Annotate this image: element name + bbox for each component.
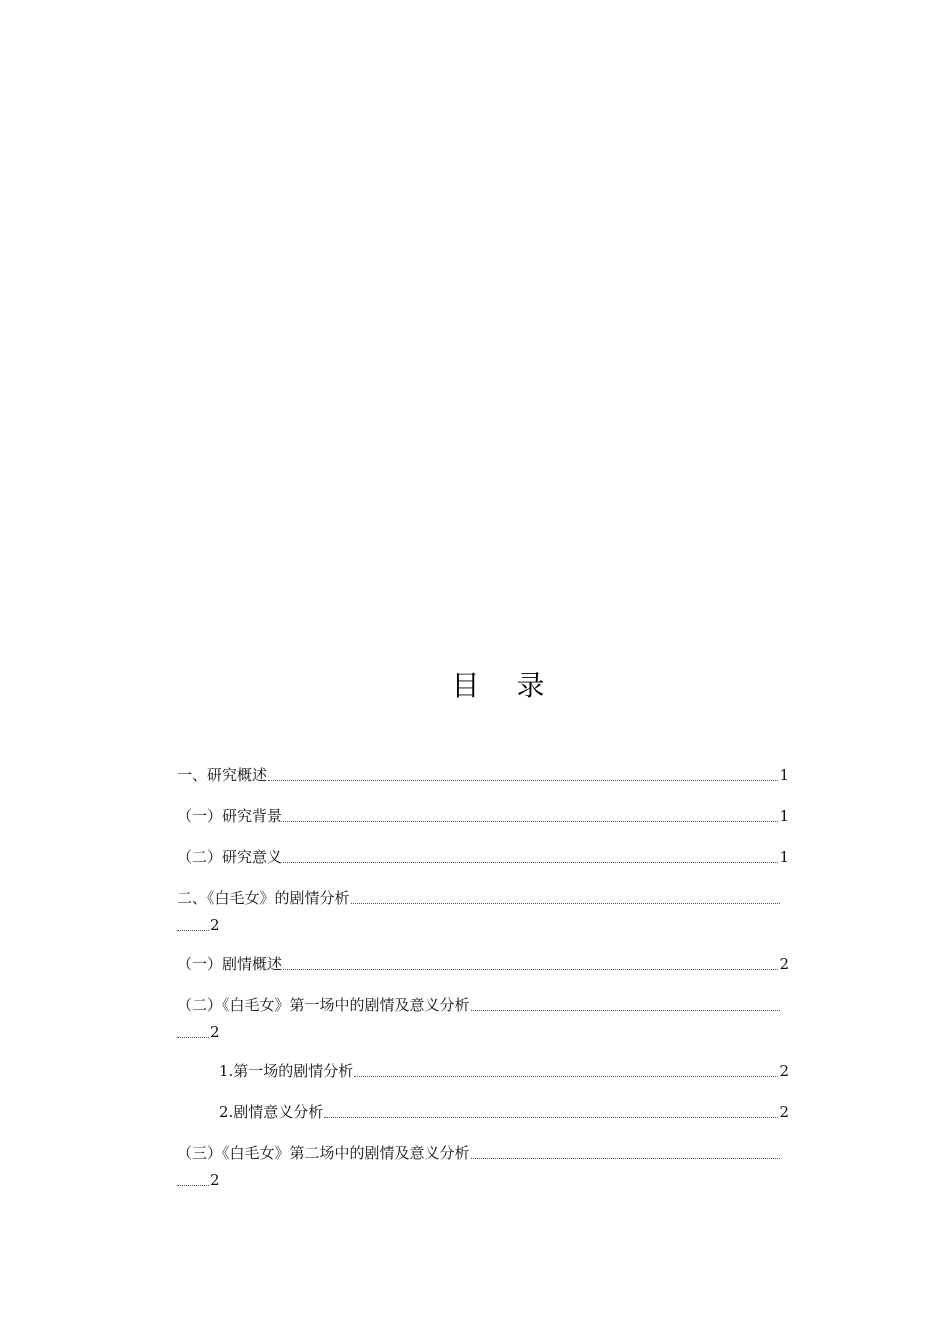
dot-leader — [351, 902, 780, 904]
toc-entry[interactable] — [177, 805, 789, 827]
dot-leader — [268, 779, 778, 781]
toc-entry-label: （一）研究背景 — [177, 807, 283, 825]
toc-entry-label: 1.第一场的剧情分析 — [219, 1062, 354, 1080]
dot-leader — [471, 1009, 780, 1011]
toc-entry-label: 一、研究概述 — [177, 766, 268, 784]
toc-entry[interactable] — [177, 1142, 789, 1189]
toc-entry[interactable] — [177, 887, 789, 934]
toc-entry-page: 1 — [779, 848, 789, 866]
toc-entry-label: （一）剧情概述 — [177, 955, 283, 973]
dot-leader — [283, 968, 778, 970]
dot-leader — [471, 1157, 780, 1159]
toc-entry-page: 2 — [779, 1062, 789, 1080]
toc-entry-page: 2 — [779, 1103, 789, 1121]
toc-entry-label: 2.剧情意义分析 — [219, 1103, 324, 1121]
dot-leader — [354, 1075, 778, 1077]
toc-entry[interactable] — [177, 953, 789, 975]
toc-entry-page: 2 — [210, 1023, 220, 1041]
toc-entry-page: 2 — [779, 955, 789, 973]
dot-leader — [324, 1116, 778, 1118]
dot-leader — [177, 1184, 209, 1186]
toc-entry-label: 二、《白毛女》的剧情分析 — [177, 889, 350, 907]
dot-leader — [177, 1036, 209, 1038]
toc-entry[interactable] — [219, 1101, 789, 1123]
toc-title: 目 录 — [451, 669, 559, 702]
toc-entry-label: （二）研究意义 — [177, 848, 283, 866]
toc-entry-page: 1 — [779, 766, 789, 784]
dot-leader — [283, 820, 778, 822]
dot-leader — [177, 929, 209, 931]
toc-entry-label: （三）《白毛女》第二场中的剧情及意义分析 — [177, 1144, 470, 1162]
dot-leader — [283, 861, 778, 863]
toc-entry-page: 2 — [210, 916, 220, 934]
toc-entry[interactable] — [177, 994, 789, 1041]
toc-entry-page: 2 — [210, 1171, 220, 1189]
toc-entry-page: 1 — [779, 807, 789, 825]
toc-entry[interactable] — [177, 846, 789, 868]
toc-entry[interactable] — [219, 1060, 789, 1082]
toc-entry[interactable] — [177, 764, 789, 786]
toc-entry-label: （二）《白毛女》第一场中的剧情及意义分析 — [177, 996, 470, 1014]
